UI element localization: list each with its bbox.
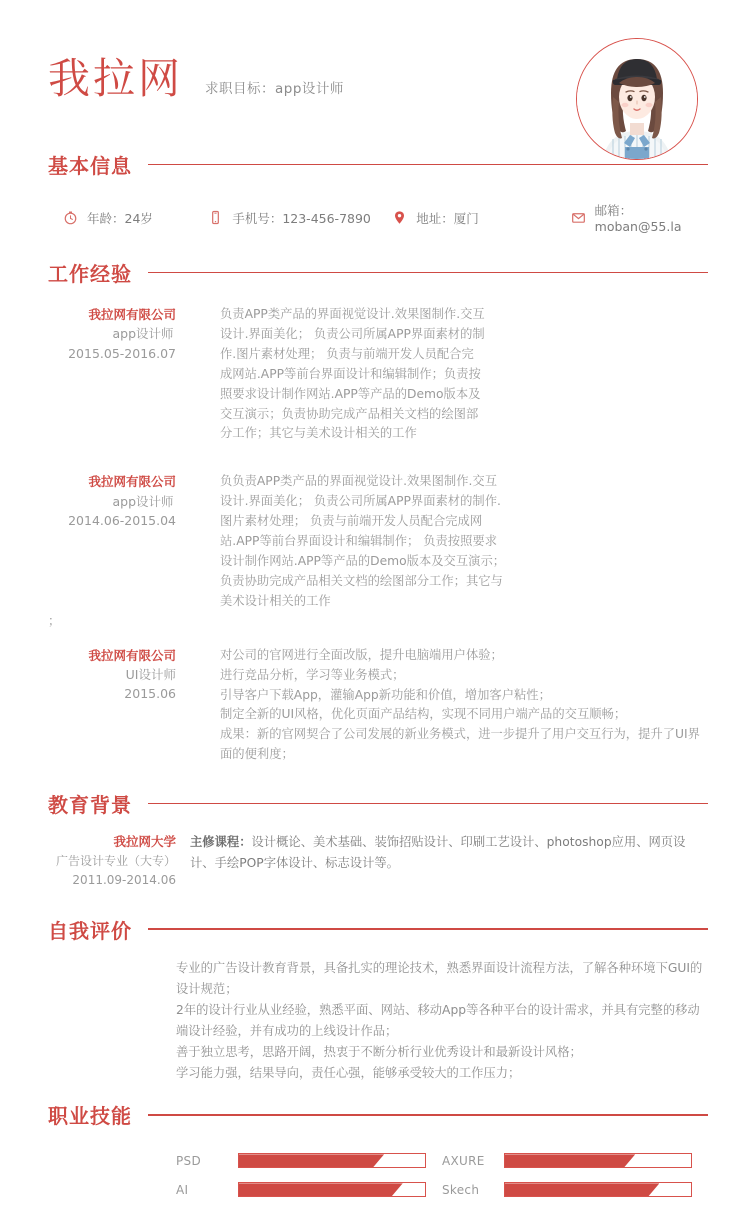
contact-email-text: 邮箱：moban@55.la: [594, 203, 682, 234]
education-title: 教育背景: [48, 793, 132, 818]
avatar-illustration-icon: [577, 39, 697, 159]
contact-item-email: [571, 201, 708, 234]
job-objective: 求职目标：app设计师: [205, 81, 344, 97]
experience-description-line: 引导客户下载App，灌输App新功能和价值，增加客户粘性；: [220, 687, 551, 702]
experience-description: [176, 646, 708, 765]
contact-address-text: 地址：厦门: [416, 210, 479, 226]
experience-role: UI设计师: [125, 667, 176, 683]
skill-label: Skech: [442, 1182, 480, 1197]
experience-description: [176, 305, 486, 444]
contact-age-text: 年龄：24岁: [87, 210, 153, 226]
skills-title: 职业技能: [48, 1104, 132, 1129]
experience-role: app设计师: [112, 326, 174, 342]
skills-heading: [48, 1100, 708, 1129]
experience-description-line: 成果：新的官网契合了公司发展的新业务模式，进一步提升了用户交互行为，提升了UI界面的便利度；: [220, 727, 700, 762]
section-self-evaluation: [0, 915, 750, 1085]
education-period: 2011.09-2014.06: [72, 873, 176, 888]
skill-bar-fill: [505, 1183, 659, 1196]
skill-bar: [504, 1153, 692, 1168]
candidate-name: 我拉网: [48, 54, 184, 103]
heading-rule: [148, 272, 708, 274]
self-evaluation-body: [48, 958, 708, 1085]
self-evaluation-line: 学习能力强，结果导向，责任心强，能够承受较大的工作压力；: [176, 1066, 521, 1081]
self-evaluation-title: 自我评价: [48, 918, 132, 943]
heading-rule: [148, 928, 708, 930]
basic-info-heading: [48, 150, 708, 179]
section-skills: [0, 1100, 750, 1211]
skill-item: [442, 1182, 708, 1197]
stray-semicolon: ；: [48, 613, 61, 628]
skill-bar: [504, 1182, 692, 1197]
experience-description-line: 进行竞品分析，学习等业务模式；: [220, 667, 405, 682]
experience-description-text: 负负责APP类产品的界面视觉设计.效果图制作.交互设计.界面美化； 负责公司所属APP界面素材的制作.图片素材处理； 负责与前端开发人员配合完成网站.APP等前台界面设计和编辑制作； 负责按照要求设计制作网站.APP等产品的Demo版本及交互演示；负责协助完成产品相关文档的绘图部分工作；其它与美术设计相关的工作: [220, 474, 506, 608]
resume-header: [0, 0, 750, 150]
self-evaluation-heading: [48, 915, 708, 944]
skill-item: [176, 1153, 442, 1168]
education-meta: [48, 832, 176, 890]
experience-description-line: 制定全新的UI风格，优化页面产品结构，实现不同用户端产品的交互顺畅；: [220, 707, 627, 722]
section-experience: [0, 258, 750, 612]
experience-company: 我拉网有限公司: [88, 474, 176, 490]
experience-meta: [48, 305, 176, 444]
education-item: [48, 832, 708, 890]
self-evaluation-line: 2年的设计行业从业经验，熟悉平面、网站、移动App等各种平台的设计需求，并具有完整的移动端设计经验，并有成功的上线设计作品；: [176, 1002, 700, 1038]
skill-label: AI: [176, 1182, 189, 1197]
experience-period: 2015.05-2016.07: [68, 345, 176, 361]
contact-item-phone: [207, 209, 391, 227]
contact-row: [48, 201, 708, 234]
education-school: 我拉网大学: [113, 834, 176, 850]
skill-label: PSD: [176, 1153, 201, 1168]
skill-item: [176, 1182, 442, 1197]
skill-item: [442, 1153, 708, 1168]
experience-company: 我拉网有限公司: [88, 307, 176, 322]
contact-item-address: [391, 209, 570, 227]
stopwatch-icon: [62, 210, 78, 226]
experience-item: [48, 305, 708, 444]
skill-bar: [238, 1153, 426, 1168]
heading-rule: [148, 164, 708, 166]
contact-phone-text: 手机号：123-456-7890: [232, 210, 371, 226]
skill-bar-fill: [239, 1183, 403, 1196]
basic-info-title: 基本信息: [48, 154, 132, 178]
experience-description: [176, 472, 506, 611]
skill-bar-fill: [239, 1154, 384, 1167]
experience-role: app设计师: [112, 493, 174, 509]
education-courses-text: 设计概论、美术基础、装饰招贴设计、印刷工艺设计、photoshop应用、网页设计、手绘POP字体设计、标志设计等。: [190, 835, 686, 871]
self-evaluation-line: 善于独立思考，思路开阔，热衷于不断分析行业优秀设计和最新设计风格；: [176, 1045, 582, 1060]
education-courses-label: 主修课程：: [190, 835, 252, 850]
location-pin-icon: [391, 210, 407, 226]
skill-bar: [238, 1182, 426, 1197]
experience-item: [48, 646, 708, 765]
education-major: 广告设计专业（大专）: [55, 854, 176, 869]
experience-item: [48, 472, 708, 611]
experience-description-line: 对公司的官网进行全面改版，提升电脑端用户体验；: [220, 647, 503, 662]
education-heading: [48, 789, 708, 818]
experience-meta: [48, 646, 176, 765]
self-evaluation-line: 专业的广告设计教育背景，具备扎实的理论技术，熟悉界面设计流程方法，了解各种环境下GUI的设计规范；: [176, 960, 703, 996]
heading-rule: [148, 803, 708, 805]
avatar: [576, 38, 698, 160]
experience-title: 工作经验: [48, 262, 132, 286]
section-education: [0, 789, 750, 890]
experience-period: 2014.06-2015.04: [68, 513, 176, 529]
skill-label: AXURE: [442, 1153, 485, 1168]
experience-period: 2015.06: [124, 686, 176, 702]
experience-heading: [48, 258, 708, 287]
experience-company: 我拉网有限公司: [88, 647, 176, 663]
section-experience-continued: [0, 646, 750, 765]
envelope-icon: [571, 210, 586, 226]
contact-item-age: [62, 209, 207, 227]
experience-description-text: 负责APP类产品的界面视觉设计.效果图制作.交互设计.界面美化； 负责公司所属APP界面素材的制作.图片素材处理； 负责与前端开发人员配合完成网站.APP等前台界面设计和编辑制作；负责按照要求设计制作网站.APP等产品的Demo版本及交互演示；负责协助完成产品相关文档的绘图部分工作；其它与美术设计相关的工作: [220, 307, 485, 441]
phone-icon: [207, 210, 223, 226]
heading-rule: [148, 1114, 708, 1116]
skill-bar-fill: [505, 1154, 635, 1167]
experience-meta: [48, 472, 176, 611]
skills-list: [48, 1153, 708, 1211]
section-basic-info: [0, 150, 750, 234]
education-courses: [176, 832, 708, 890]
